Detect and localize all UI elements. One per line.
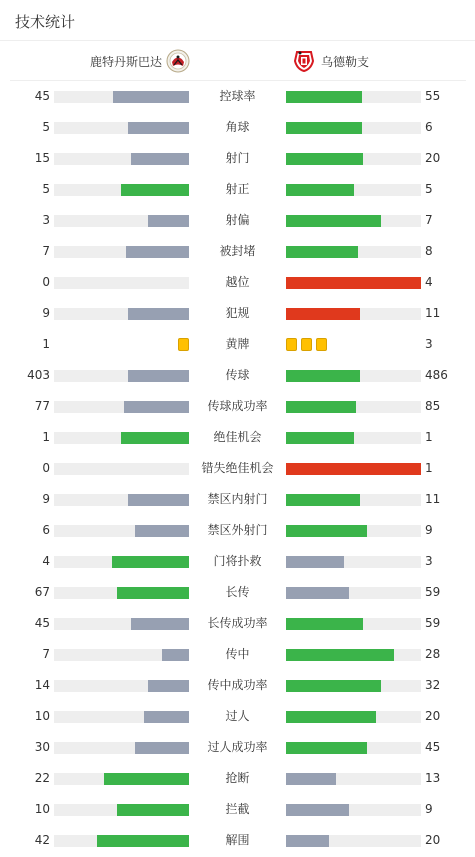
home-stat-bar-fill bbox=[113, 91, 189, 103]
away-stat-value: 13 bbox=[425, 771, 441, 785]
away-stat-bar-track bbox=[286, 680, 421, 692]
stat-row bbox=[0, 670, 475, 701]
home-stat-value: 5 bbox=[42, 120, 50, 134]
home-stat-value: 7 bbox=[42, 244, 50, 258]
away-stat-value: 1 bbox=[425, 430, 433, 444]
home-stat-bar-fill bbox=[121, 184, 189, 196]
away-stat-bar-track bbox=[286, 463, 421, 475]
stat-label: 控球率 bbox=[219, 89, 256, 103]
away-stat-bar-fill bbox=[286, 742, 367, 754]
home-team-name: 鹿特丹斯巴达 bbox=[89, 54, 162, 69]
away-stat-bar-track bbox=[286, 494, 421, 506]
home-stat-value: 1 bbox=[42, 337, 50, 351]
away-stat-value: 3 bbox=[425, 337, 433, 351]
yellow-card-icon bbox=[316, 338, 327, 351]
home-stat-bar-fill bbox=[128, 494, 189, 506]
fc-utrecht-crest-icon bbox=[292, 49, 316, 73]
home-stat-bar-track bbox=[54, 742, 189, 754]
home-stat-bar-fill bbox=[128, 370, 189, 382]
away-stat-bar-track bbox=[286, 215, 421, 227]
yellow-card-icon bbox=[301, 338, 312, 351]
away-stat-bar-track bbox=[286, 277, 421, 289]
away-stat-bar-fill bbox=[286, 494, 360, 506]
away-stat-bar-track bbox=[286, 525, 421, 537]
stat-row bbox=[0, 546, 475, 577]
home-stat-value: 9 bbox=[42, 492, 50, 506]
home-stat-value: 1 bbox=[42, 430, 50, 444]
yellow-card-icon bbox=[286, 338, 297, 351]
stat-row bbox=[0, 391, 475, 422]
home-stat-value: 0 bbox=[42, 461, 50, 475]
home-stat-value: 403 bbox=[27, 368, 50, 382]
away-stat-bar-fill bbox=[286, 649, 394, 661]
away-stat-bar-track bbox=[286, 308, 421, 320]
stat-label: 拦截 bbox=[225, 802, 250, 816]
stat-row bbox=[0, 329, 475, 360]
away-stat-value: 7 bbox=[425, 213, 433, 227]
stat-label: 传中成功率 bbox=[207, 678, 268, 692]
stats-list bbox=[0, 81, 475, 856]
home-stat-bar-track bbox=[54, 432, 189, 444]
away-stat-bar-fill bbox=[286, 401, 356, 413]
home-stat-value: 42 bbox=[34, 833, 50, 847]
away-stat-bar-track bbox=[286, 587, 421, 599]
stat-row bbox=[0, 825, 475, 856]
stat-label: 门将扑救 bbox=[213, 554, 262, 568]
away-stat-value: 20 bbox=[425, 709, 441, 723]
home-stat-bar-track bbox=[54, 401, 189, 413]
stat-row bbox=[0, 143, 475, 174]
sparta-rotterdam-crest-icon bbox=[166, 49, 190, 73]
away-stat-bar-fill bbox=[286, 773, 336, 785]
stat-row bbox=[0, 81, 475, 112]
stat-row bbox=[0, 608, 475, 639]
home-stat-bar-track bbox=[54, 835, 189, 847]
home-stat-value: 22 bbox=[34, 771, 50, 785]
stat-row bbox=[0, 453, 475, 484]
home-stat-bar-track bbox=[54, 680, 189, 692]
home-stat-bar-track bbox=[54, 122, 189, 134]
home-stat-bar-fill bbox=[131, 618, 189, 630]
stat-row bbox=[0, 205, 475, 236]
away-stat-value: 8 bbox=[425, 244, 433, 258]
home-stat-bar-track bbox=[54, 184, 189, 196]
away-stat-value: 20 bbox=[425, 833, 441, 847]
home-stat-bar-fill bbox=[117, 587, 189, 599]
page-title: 技术统计 bbox=[15, 13, 76, 31]
stat-row bbox=[0, 174, 475, 205]
home-stat-value: 67 bbox=[34, 585, 50, 599]
home-stat-value: 0 bbox=[42, 275, 50, 289]
home-stat-value: 10 bbox=[34, 802, 50, 816]
home-stat-bar-track bbox=[54, 649, 189, 661]
away-stat-value: 28 bbox=[425, 647, 441, 661]
stat-label: 射正 bbox=[225, 182, 250, 196]
home-stat-bar-track bbox=[54, 215, 189, 227]
away-stat-bar-fill bbox=[286, 804, 349, 816]
stat-row bbox=[0, 298, 475, 329]
away-stat-value: 486 bbox=[425, 368, 448, 382]
home-team[interactable] bbox=[90, 41, 190, 81]
stat-row bbox=[0, 484, 475, 515]
away-stat-bar-track bbox=[286, 246, 421, 258]
away-stat-bar-track bbox=[286, 711, 421, 723]
stat-label: 过人成功率 bbox=[207, 740, 268, 754]
home-stat-bar-track bbox=[54, 525, 189, 537]
stat-row bbox=[0, 732, 475, 763]
away-stat-bar-fill bbox=[286, 525, 367, 537]
away-stat-bar-fill bbox=[286, 711, 376, 723]
home-stat-value: 77 bbox=[34, 399, 50, 413]
home-stat-bar-fill bbox=[126, 246, 189, 258]
stat-row bbox=[0, 360, 475, 391]
away-stat-bar-fill bbox=[286, 277, 421, 289]
away-stat-value: 59 bbox=[425, 616, 441, 630]
stat-label: 角球 bbox=[225, 120, 250, 134]
stat-label: 禁区外射门 bbox=[207, 523, 268, 537]
away-stat-value: 9 bbox=[425, 802, 433, 816]
stat-label: 传中 bbox=[225, 647, 250, 661]
home-stat-bar-fill bbox=[112, 556, 189, 568]
stat-label: 越位 bbox=[225, 275, 250, 289]
home-stat-bar-fill bbox=[128, 122, 189, 134]
stat-row bbox=[0, 422, 475, 453]
stat-label: 禁区内射门 bbox=[207, 492, 268, 506]
stat-label: 犯规 bbox=[225, 306, 250, 320]
stat-label: 射偏 bbox=[225, 213, 250, 227]
away-stat-bar-fill bbox=[286, 122, 362, 134]
home-stat-value: 14 bbox=[34, 678, 50, 692]
stat-label: 黄牌 bbox=[225, 337, 250, 351]
home-stat-bar-track bbox=[54, 618, 189, 630]
home-stat-bar-track bbox=[54, 463, 189, 475]
home-stat-bar-fill bbox=[97, 835, 189, 847]
home-stat-value: 5 bbox=[42, 182, 50, 196]
stat-label: 长传成功率 bbox=[207, 616, 268, 630]
stat-row bbox=[0, 763, 475, 794]
stat-row bbox=[0, 112, 475, 143]
away-stat-value: 55 bbox=[425, 89, 441, 103]
home-stat-bar-track bbox=[54, 370, 189, 382]
home-stat-bar-fill bbox=[104, 773, 189, 785]
away-stat-bar-fill bbox=[286, 184, 354, 196]
home-stat-bar-track bbox=[54, 308, 189, 320]
away-stat-bar-fill bbox=[286, 91, 362, 103]
home-stat-bar-track bbox=[54, 556, 189, 568]
away-stat-bar-track bbox=[286, 835, 421, 847]
away-stat-bar-track bbox=[286, 432, 421, 444]
stat-label: 过人 bbox=[225, 709, 250, 723]
away-stat-bar-fill bbox=[286, 618, 363, 630]
stat-label: 解围 bbox=[225, 833, 250, 847]
away-stat-bar-track bbox=[286, 556, 421, 568]
away-stat-bar-track bbox=[286, 184, 421, 196]
away-stat-value: 32 bbox=[425, 678, 441, 692]
home-stat-bar-track bbox=[54, 91, 189, 103]
away-stat-value: 59 bbox=[425, 585, 441, 599]
home-stat-bar-fill bbox=[162, 649, 189, 661]
away-stat-value: 45 bbox=[425, 740, 441, 754]
away-stat-bar-fill bbox=[286, 835, 329, 847]
stat-label: 绝佳机会 bbox=[213, 430, 262, 444]
stat-label: 抢断 bbox=[225, 771, 250, 785]
away-stat-value: 5 bbox=[425, 182, 433, 196]
away-stat-bar-track bbox=[286, 742, 421, 754]
away-stat-value: 6 bbox=[425, 120, 433, 134]
home-stat-bar-track bbox=[54, 587, 189, 599]
home-stat-bar-fill bbox=[148, 215, 189, 227]
home-stat-bar-fill bbox=[148, 680, 189, 692]
away-stat-bar-track bbox=[286, 122, 421, 134]
away-stat-value: 1 bbox=[425, 461, 433, 475]
stat-row bbox=[0, 267, 475, 298]
away-stat-bar-track bbox=[286, 401, 421, 413]
away-yellow-cards bbox=[286, 338, 331, 351]
away-stat-bar-track bbox=[286, 370, 421, 382]
away-stat-value: 3 bbox=[425, 554, 433, 568]
stat-row bbox=[0, 701, 475, 732]
stat-row bbox=[0, 236, 475, 267]
away-stat-bar-track bbox=[286, 804, 421, 816]
header bbox=[0, 0, 475, 41]
stat-label: 传球 bbox=[225, 368, 250, 382]
away-stat-bar-fill bbox=[286, 556, 344, 568]
home-stat-bar-fill bbox=[124, 401, 189, 413]
away-stat-bar-track bbox=[286, 91, 421, 103]
home-stat-bar-fill bbox=[131, 153, 189, 165]
home-stat-bar-track bbox=[54, 153, 189, 165]
home-stat-bar-fill bbox=[135, 742, 189, 754]
stat-row bbox=[0, 639, 475, 670]
away-stat-bar-track bbox=[286, 153, 421, 165]
stat-label: 错失绝佳机会 bbox=[201, 461, 274, 475]
away-stat-bar-fill bbox=[286, 587, 349, 599]
away-stat-bar-fill bbox=[286, 246, 358, 258]
home-stat-bar-fill bbox=[135, 525, 189, 537]
away-stat-bar-fill bbox=[286, 432, 354, 444]
home-stat-value: 3 bbox=[42, 213, 50, 227]
home-yellow-cards bbox=[174, 338, 189, 351]
away-stat-bar-fill bbox=[286, 153, 363, 165]
away-stat-bar-track bbox=[286, 649, 421, 661]
teams-header bbox=[10, 41, 466, 81]
away-stat-bar-fill bbox=[286, 370, 360, 382]
home-stat-bar-track bbox=[54, 773, 189, 785]
home-stat-bar-fill bbox=[121, 432, 189, 444]
away-stat-bar-track bbox=[286, 618, 421, 630]
away-stat-value: 11 bbox=[425, 306, 441, 320]
home-stat-bar-fill bbox=[117, 804, 189, 816]
home-stat-value: 6 bbox=[42, 523, 50, 537]
away-stat-value: 4 bbox=[425, 275, 433, 289]
home-stat-bar-track bbox=[54, 711, 189, 723]
away-stat-bar-fill bbox=[286, 308, 360, 320]
stat-row bbox=[0, 577, 475, 608]
home-stat-value: 7 bbox=[42, 647, 50, 661]
away-stat-bar-fill bbox=[286, 215, 381, 227]
home-stat-value: 30 bbox=[34, 740, 50, 754]
home-stat-bar-fill bbox=[144, 711, 189, 723]
away-team-name: 乌德勒支 bbox=[321, 54, 370, 69]
home-stat-value: 45 bbox=[34, 616, 50, 630]
away-stat-value: 20 bbox=[425, 151, 441, 165]
stat-label: 射门 bbox=[225, 151, 250, 165]
stat-row bbox=[0, 515, 475, 546]
home-stat-value: 10 bbox=[34, 709, 50, 723]
away-stat-bar-fill bbox=[286, 463, 421, 475]
stat-label: 长传 bbox=[225, 585, 250, 599]
away-stat-bar-track bbox=[286, 773, 421, 785]
home-stat-value: 9 bbox=[42, 306, 50, 320]
home-stat-value: 15 bbox=[34, 151, 50, 165]
home-stat-bar-track bbox=[54, 246, 189, 258]
yellow-card-icon bbox=[178, 338, 189, 351]
away-team[interactable] bbox=[292, 41, 369, 81]
stat-row bbox=[0, 794, 475, 825]
home-stat-bar-track bbox=[54, 277, 189, 289]
home-stat-bar-track bbox=[54, 494, 189, 506]
home-stat-value: 45 bbox=[34, 89, 50, 103]
stat-label: 传球成功率 bbox=[207, 399, 268, 413]
away-stat-value: 85 bbox=[425, 399, 441, 413]
home-stat-bar-track bbox=[54, 804, 189, 816]
home-stat-bar-fill bbox=[128, 308, 189, 320]
away-stat-value: 9 bbox=[425, 523, 433, 537]
home-stat-value: 4 bbox=[42, 554, 50, 568]
away-stat-bar-fill bbox=[286, 680, 381, 692]
stat-label: 被封堵 bbox=[219, 244, 256, 258]
away-stat-value: 11 bbox=[425, 492, 441, 506]
